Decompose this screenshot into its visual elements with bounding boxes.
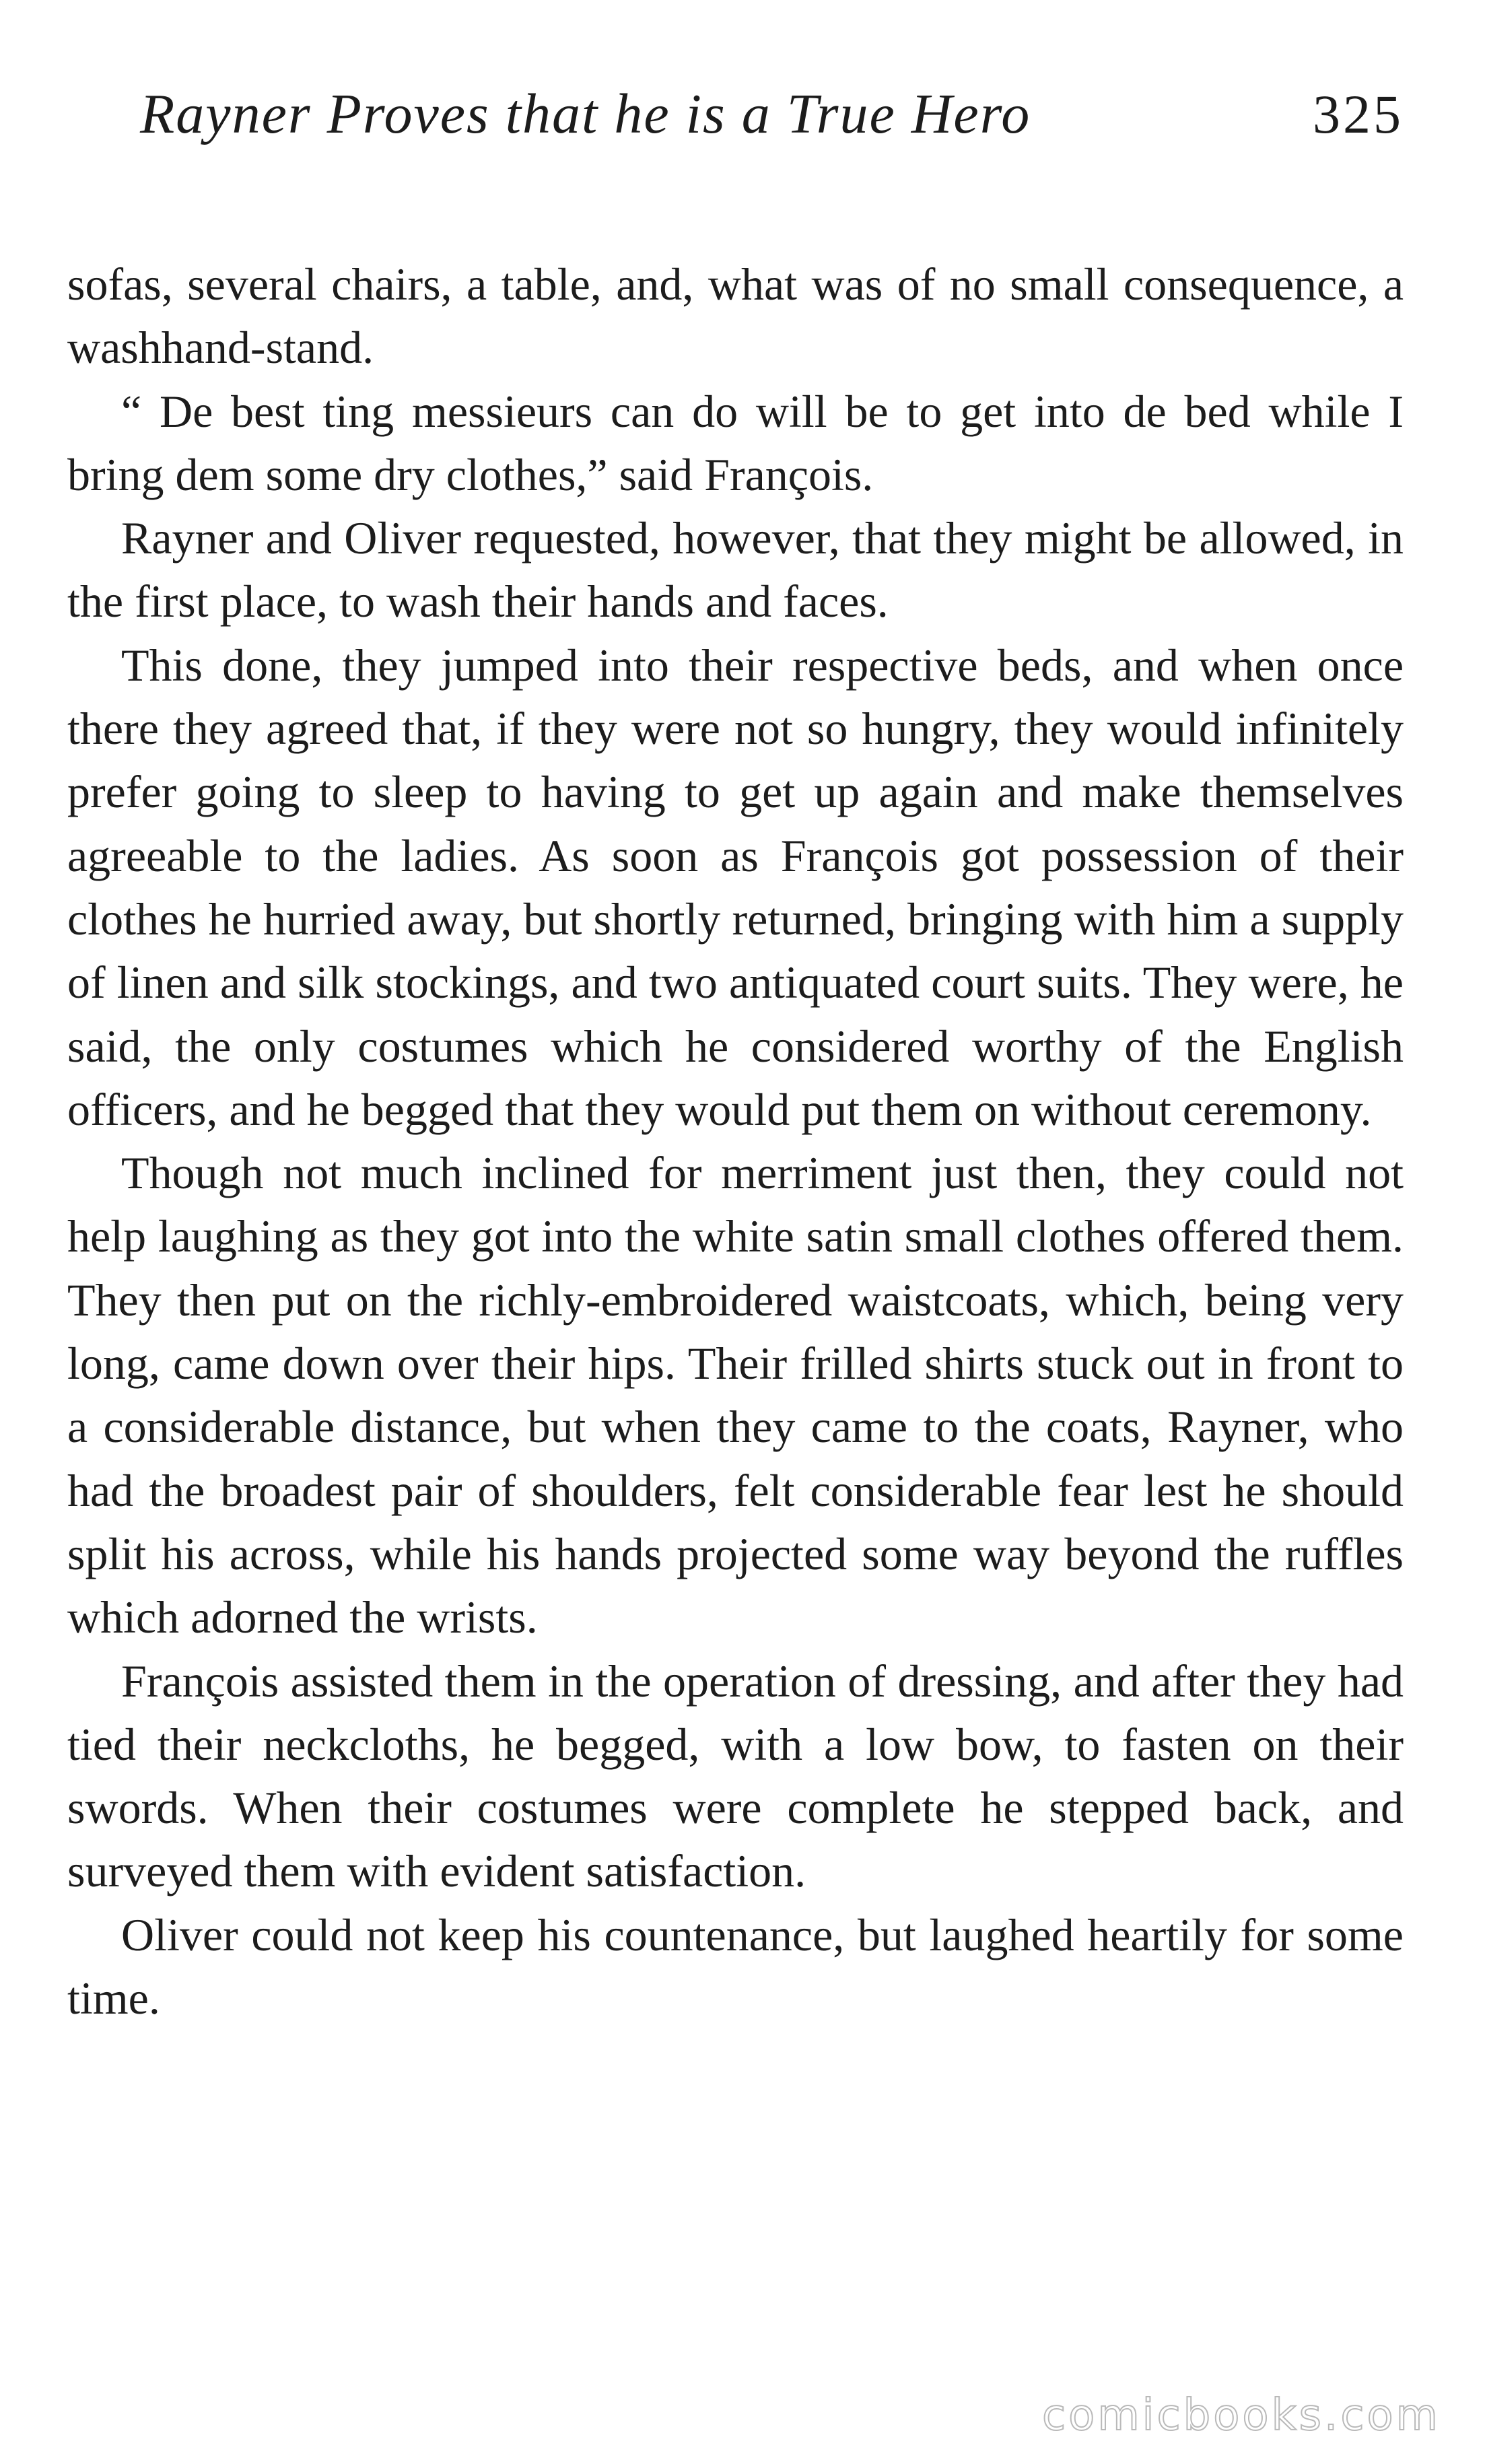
- paragraph: Though not much inclined for merriment just then, they could not help laughing as they got into the white satin small clothes offered them. They then put on the richly-embroidered waistcoats, which, being very long, came down over their hips. Their frilled shirts stuck out in front to a considerable distance, but when they came to the coats, Rayner, who had the broadest pair of shoulders, felt considerable fear lest he should split his across, while his hands projected some way beyond the ruffles which adorned the wrists.: [67, 1147, 1404, 1643]
- paragraph: Rayner and Oliver requested, however, that they might be allowed, in the first place, to wash their hands and faces.: [67, 512, 1404, 627]
- watermark-text: comicbooks.com: [1041, 2391, 1441, 2440]
- paragraph: sofas, several chairs, a table, and, what was of no small consequence, a washhand-stand.: [67, 259, 1404, 374]
- book-page: [67, 64, 1404, 2030]
- page-number: 325: [1313, 83, 1404, 145]
- paragraph: Oliver could not keep his countenance, but laughed heartily for some time.: [67, 1909, 1404, 2024]
- body-text: [67, 252, 1404, 2030]
- running-head: [67, 64, 1404, 165]
- paragraph: François assisted them in the operation of dressing, and after they had tied their neckcloths, he begged, with a low bow, to fasten on their swords. When their costumes were complete he stepped back, and surveyed them with evident satisfaction.: [67, 1655, 1404, 1897]
- paragraph: “ De best ting messieurs can do will be to get into de bed while I bring dem some dry clothes,” said François.: [67, 385, 1404, 500]
- running-title: Rayner Proves that he is a True Hero: [140, 83, 1031, 145]
- paragraph: This done, they jumped into their respective beds, and when once there they agreed that, if they were not so hungry, they would infinitely prefer going to sleep to having to get up again and make themselves agreeable to the ladies. As soon as François got possession of their clothes he hurried away, but shortly returned, bringing with him a supply of linen and silk stockings, and two antiquated court suits. They were, he said, the only costumes which he considered worthy of the English officers, and he begged that they would put them on without ceremony.: [67, 639, 1404, 1135]
